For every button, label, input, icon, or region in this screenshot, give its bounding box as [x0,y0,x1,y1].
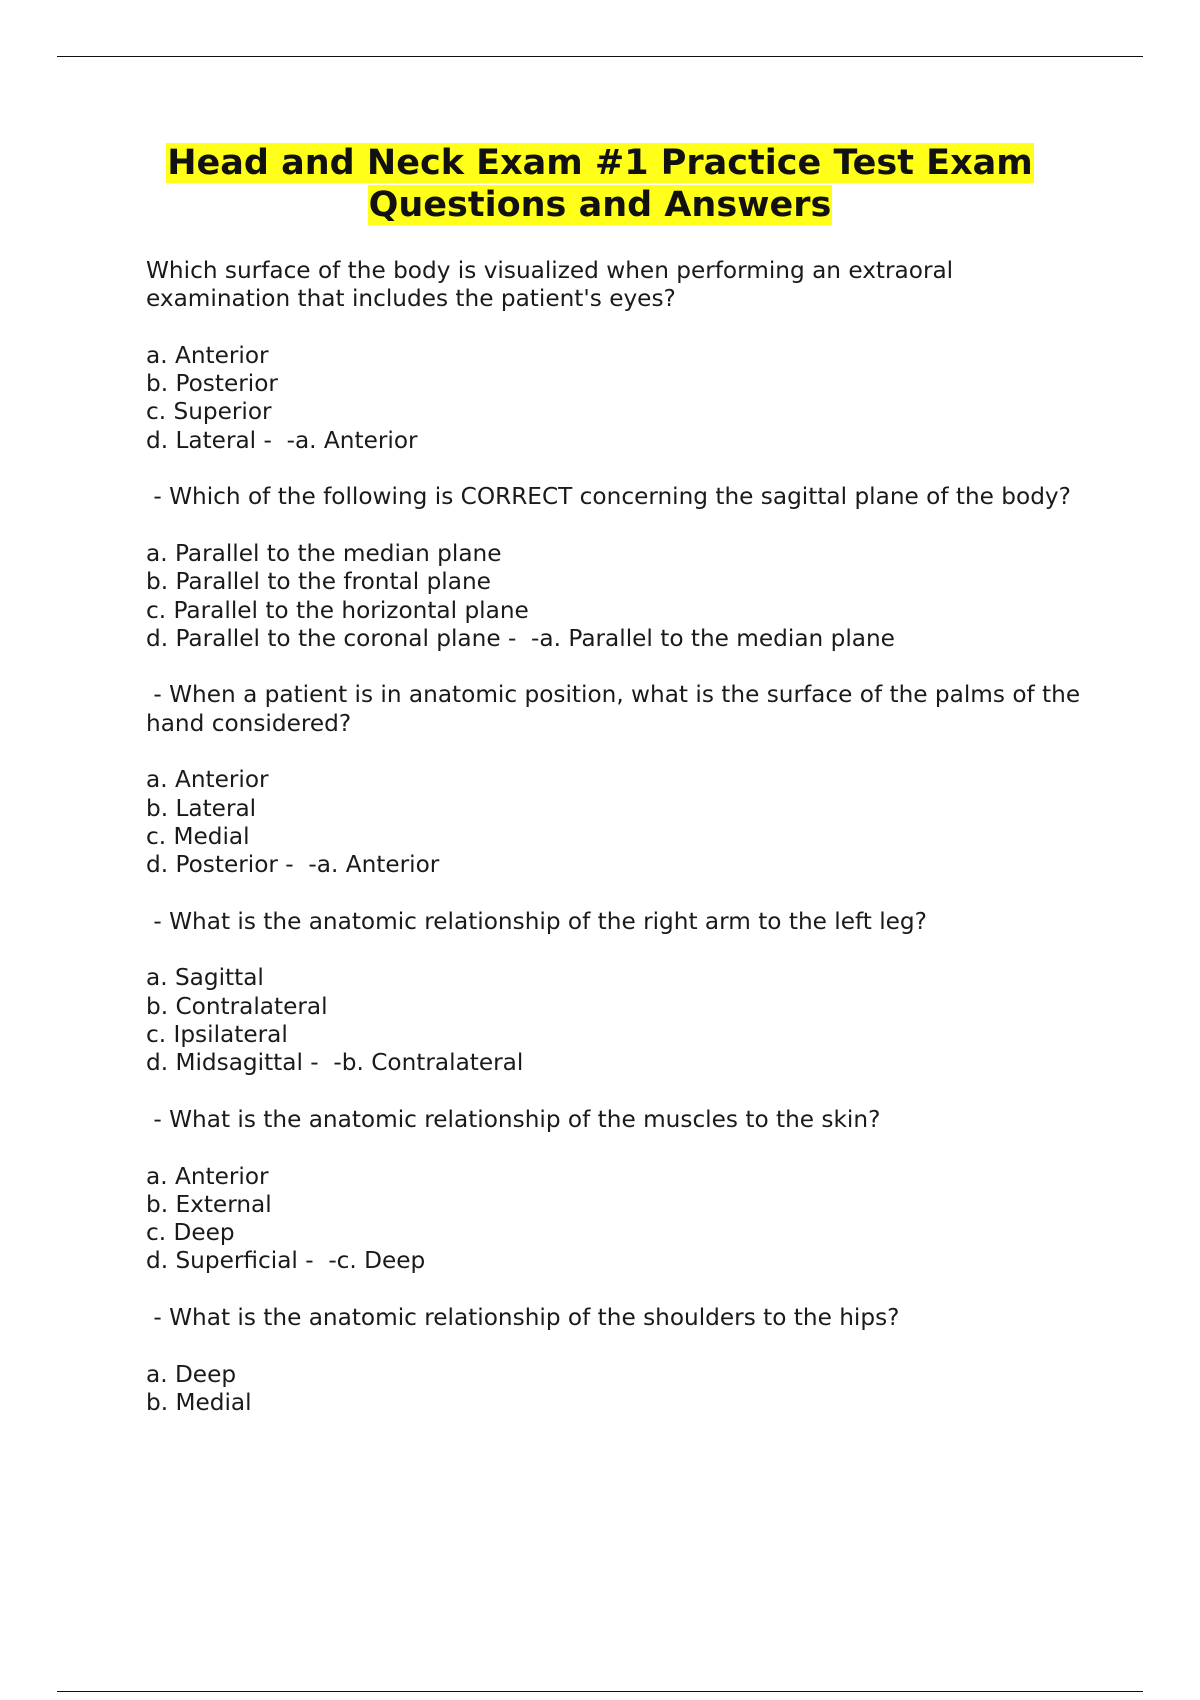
answer-option: d. Midsagittal - -b. Contralateral [146,1049,524,1077]
answer-option: b. Posterior [146,370,278,398]
answer-option: a. Anterior [146,1162,269,1190]
question-block [146,908,1096,1078]
question-text: - What is the anatomic relationship of the shoulders to the hips? [146,1303,900,1331]
answer-options [146,1361,1096,1418]
answer-option: a. Deep [146,1360,237,1388]
answer-options [146,766,1096,879]
answer-option: c. Medial [146,822,250,850]
question-block [146,257,1096,455]
answer-options [146,540,1096,653]
answer-option: b. Lateral [146,794,257,822]
title-line-1: Head and Neck Exam #1 Practice Test Exam [167,143,1033,183]
top-rule [57,56,1143,57]
question-text: - What is the anatomic relationship of the muscles to the skin? [146,1105,881,1133]
answer-option: b. Parallel to the frontal plane [146,568,491,596]
title-line-2: Questions and Answers [368,185,832,225]
answer-options [146,1163,1096,1276]
answer-option: c. Deep [146,1219,235,1247]
answer-option: d. Lateral - -a. Anterior [146,426,418,454]
question-block [146,483,1096,653]
answer-option: b. Medial [146,1388,252,1416]
answer-option: c. Ipsilateral [146,1021,288,1049]
question-block [146,681,1096,879]
answer-option: d. Posterior - -a. Anterior [146,851,440,879]
answer-options [146,964,1096,1077]
answer-option: b. External [146,1190,272,1218]
answer-option: d. Parallel to the coronal plane - -a. Parallel to the median plane [146,624,895,652]
answer-option: a. Parallel to the median plane [146,539,502,567]
answer-option: c. Parallel to the horizontal plane [146,596,529,624]
answer-option: a. Sagittal [146,964,264,992]
question-block [146,1304,1096,1417]
answer-options [146,342,1096,455]
answer-option: b. Contralateral [146,992,328,1020]
answer-option: c. Superior [146,398,272,426]
question-list [146,257,1096,1445]
bottom-rule [57,1691,1143,1692]
question-text: - When a patient is in anatomic position, what is the surface of the palms of the hand considered? [146,681,1088,737]
question-text: - Which of the following is CORRECT concerning the sagittal plane of the body? [146,483,1071,511]
answer-option: a. Anterior [146,341,269,369]
answer-option: d. Superficial - -c. Deep [146,1247,426,1275]
question-text: Which surface of the body is visualized when performing an extraoral examination that includes the patient's eyes? [146,257,961,313]
question-text: - What is the anatomic relationship of the right arm to the left leg? [146,907,927,935]
answer-option: a. Anterior [146,766,269,794]
page-title [100,142,1100,226]
question-block [146,1106,1096,1276]
